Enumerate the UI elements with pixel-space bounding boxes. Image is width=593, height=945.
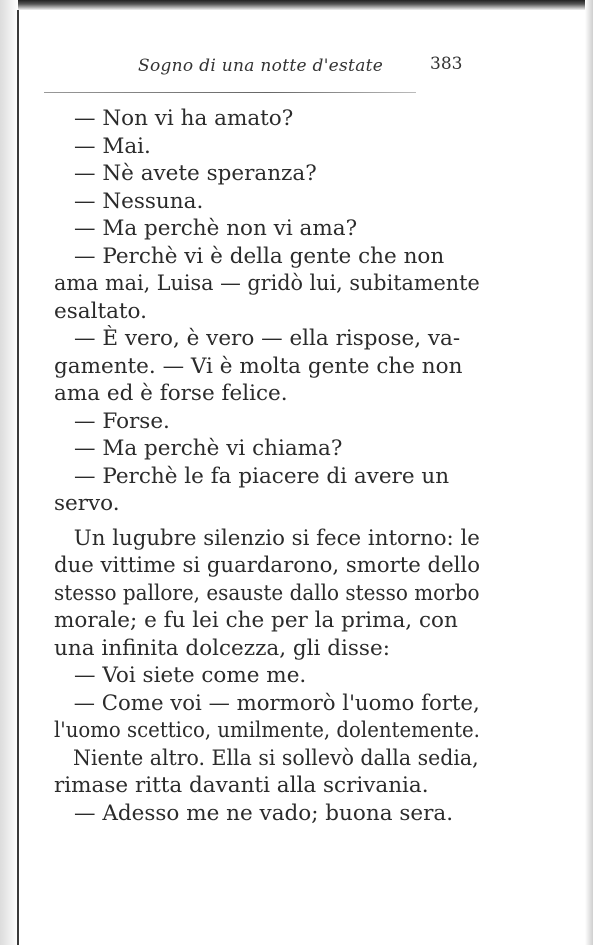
scan-right-edge <box>585 0 593 945</box>
text-line: esaltato. <box>54 298 147 324</box>
text-line: — Adesso me ne vado; buona sera. <box>74 800 454 826</box>
text-line: rimase ritta davanti alla scrivania. <box>54 773 429 798</box>
text-line: — Nessuna. <box>74 188 204 214</box>
book-page <box>44 40 484 920</box>
running-title: Sogno di una notte d'estate <box>138 56 384 76</box>
running-head <box>44 56 484 86</box>
text-line: — Voi siete come me. <box>74 663 307 688</box>
text-line: stesso pallore, esauste dallo stesso morbo <box>54 580 480 606</box>
text-line: — Non vi ha amato? <box>74 106 294 131</box>
page-number: 383 <box>430 54 463 74</box>
text-line: — Come voi — mormorò l'uomo forte, <box>73 690 480 716</box>
text-body <box>54 105 480 827</box>
text-line: due vittime si guardarono, smorte dello <box>54 553 480 578</box>
text-line: — Nè avete speranza? <box>74 161 317 186</box>
text-line: l'uomo scettico, umilmente, dolentemente. <box>54 718 480 743</box>
text-line: gamente. — Vi è molta gente che non <box>54 353 463 379</box>
text-line: ama mai, Luisa — gridò lui, subitamente <box>54 271 480 296</box>
text-line: morale; e fu lei che per la prima, con <box>54 608 458 633</box>
scan-top-edge <box>0 0 593 10</box>
text-line: — Ma perchè non vi ama? <box>74 216 358 241</box>
text-line: servo. <box>54 491 120 516</box>
text-line: — Ma perchè vi chiama? <box>74 436 343 461</box>
scan-left-edge <box>0 0 18 945</box>
text-line: — Mai. <box>74 133 151 159</box>
header-rule <box>44 92 416 93</box>
text-line: Un lugubre silenzio si fece intorno: le <box>73 525 480 551</box>
text-line: — Perchè vi è della gente che non <box>74 243 445 269</box>
text-line: una infinita dolcezza, gli disse: <box>54 635 390 661</box>
text-line: ama ed è forse felice. <box>54 381 288 406</box>
text-line: — È vero, è vero — ella rispose, va- <box>74 326 461 351</box>
book-spine-line <box>17 10 19 945</box>
text-line: Niente altro. Ella si sollevò dalla sedia, <box>73 745 479 771</box>
text-line: — Forse. <box>74 408 170 434</box>
text-line: — Perchè le fa piacere di avere un <box>74 463 450 489</box>
